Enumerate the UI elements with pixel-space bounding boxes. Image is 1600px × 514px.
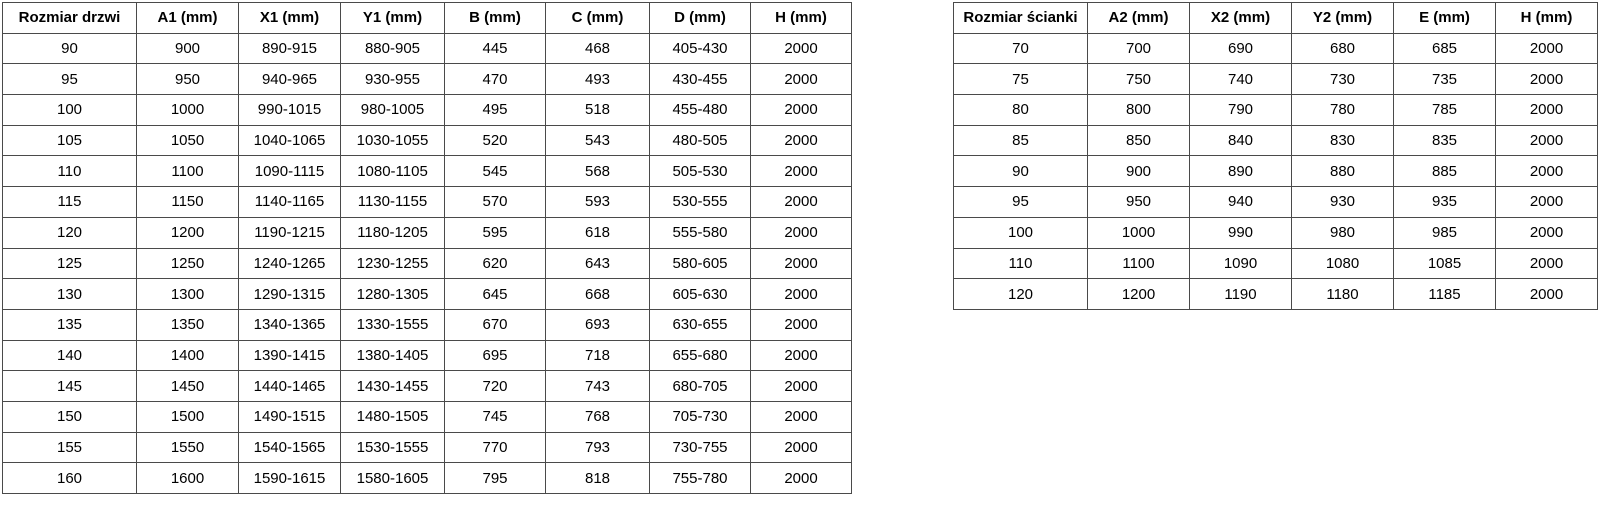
table-cell: 880-905: [341, 33, 445, 64]
table-cell: 718: [546, 340, 650, 371]
table-cell: 1530-1555: [341, 432, 445, 463]
table-cell: 980: [1292, 217, 1394, 248]
table-cell: 90: [3, 33, 137, 64]
table-cell: 1600: [137, 463, 239, 494]
table-cell: 95: [954, 187, 1088, 218]
table-cell: 1500: [137, 401, 239, 432]
table-cell: 900: [137, 33, 239, 64]
table-cell: 985: [1394, 217, 1496, 248]
table-cell: 105: [3, 125, 137, 156]
table-cell: 705-730: [650, 401, 751, 432]
table-cell: 140: [3, 340, 137, 371]
table-cell: 2000: [751, 340, 852, 371]
table-cell: 2000: [1496, 64, 1598, 95]
table-cell: 1100: [1088, 248, 1190, 279]
table-cell: 630-655: [650, 309, 751, 340]
table-cell: 1300: [137, 279, 239, 310]
column-header: D (mm): [650, 3, 751, 34]
table-cell: 2000: [751, 463, 852, 494]
table-cell: 730-755: [650, 432, 751, 463]
table-cell: 545: [445, 156, 546, 187]
header-row: [954, 3, 1598, 34]
table-cell: 2000: [1496, 279, 1598, 310]
table-cell: 1330-1555: [341, 309, 445, 340]
table-cell: 1190: [1190, 279, 1292, 310]
table-cell: 470: [445, 64, 546, 95]
table-row: [3, 64, 852, 95]
table-cell: 2000: [1496, 156, 1598, 187]
table-cell: 1380-1405: [341, 340, 445, 371]
table-cell: 880: [1292, 156, 1394, 187]
table-cell: 1350: [137, 309, 239, 340]
table-cell: 1490-1515: [239, 401, 341, 432]
table-cell: 2000: [751, 125, 852, 156]
table-cell: 100: [3, 95, 137, 126]
table-row: [3, 217, 852, 248]
column-header: X1 (mm): [239, 3, 341, 34]
table-cell: 1540-1565: [239, 432, 341, 463]
table-cell: 595: [445, 217, 546, 248]
table-cell: 150: [3, 401, 137, 432]
table-cell: 1280-1305: [341, 279, 445, 310]
table-cell: 768: [546, 401, 650, 432]
table-cell: 1030-1055: [341, 125, 445, 156]
table-cell: 670: [445, 309, 546, 340]
table-cell: 75: [954, 64, 1088, 95]
table-cell: 890: [1190, 156, 1292, 187]
table-cell: 655-680: [650, 340, 751, 371]
table-cell: 950: [1088, 187, 1190, 218]
table-cell: 1580-1605: [341, 463, 445, 494]
column-header: H (mm): [1496, 3, 1598, 34]
table-cell: 755-780: [650, 463, 751, 494]
table-cell: 2000: [751, 33, 852, 64]
table-row: [3, 33, 852, 64]
table-cell: 155: [3, 432, 137, 463]
table-cell: 1450: [137, 371, 239, 402]
table-cell: 700: [1088, 33, 1190, 64]
table-cell: 685: [1394, 33, 1496, 64]
table-cell: 70: [954, 33, 1088, 64]
table-row: [3, 248, 852, 279]
table-cell: 680-705: [650, 371, 751, 402]
table-cell: 1100: [137, 156, 239, 187]
table-cell: 1180-1205: [341, 217, 445, 248]
table-cell: 110: [3, 156, 137, 187]
table-cell: 990-1015: [239, 95, 341, 126]
table-cell: 1185: [1394, 279, 1496, 310]
table-cell: 1550: [137, 432, 239, 463]
table-row: [3, 125, 852, 156]
table-cell: 1000: [137, 95, 239, 126]
table-cell: 835: [1394, 125, 1496, 156]
table-cell: 520: [445, 125, 546, 156]
table-cell: 830: [1292, 125, 1394, 156]
table-cell: 795: [445, 463, 546, 494]
table-cell: 620: [445, 248, 546, 279]
table-row: [954, 64, 1598, 95]
table-cell: 900: [1088, 156, 1190, 187]
table-cell: 1090: [1190, 248, 1292, 279]
table-cell: 1290-1315: [239, 279, 341, 310]
table-cell: 1240-1265: [239, 248, 341, 279]
table-cell: 1040-1065: [239, 125, 341, 156]
table-cell: 160: [3, 463, 137, 494]
table-row: [954, 279, 1598, 310]
column-header: C (mm): [546, 3, 650, 34]
table-cell: 125: [3, 248, 137, 279]
table-cell: 480-505: [650, 125, 751, 156]
table-cell: 800: [1088, 95, 1190, 126]
table-cell: 730: [1292, 64, 1394, 95]
table-row: [3, 371, 852, 402]
table-cell: 605-630: [650, 279, 751, 310]
table-cell: 1440-1465: [239, 371, 341, 402]
table-cell: 2000: [751, 432, 852, 463]
table-cell: 770: [445, 432, 546, 463]
table-row: [3, 95, 852, 126]
table-cell: 720: [445, 371, 546, 402]
header-row: [3, 3, 852, 34]
table-cell: 1140-1165: [239, 187, 341, 218]
table-cell: 1085: [1394, 248, 1496, 279]
table-cell: 735: [1394, 64, 1496, 95]
table-cell: 468: [546, 33, 650, 64]
table-cell: 885: [1394, 156, 1496, 187]
column-header: A1 (mm): [137, 3, 239, 34]
table-cell: 568: [546, 156, 650, 187]
table-cell: 2000: [751, 279, 852, 310]
table-cell: 1200: [137, 217, 239, 248]
table-cell: 455-480: [650, 95, 751, 126]
table-cell: 2000: [751, 401, 852, 432]
column-header: E (mm): [1394, 3, 1496, 34]
table-cell: 980-1005: [341, 95, 445, 126]
table-cell: 1000: [1088, 217, 1190, 248]
table-row: [954, 95, 1598, 126]
table-cell: 785: [1394, 95, 1496, 126]
table-cell: 95: [3, 64, 137, 95]
column-header: X2 (mm): [1190, 3, 1292, 34]
table-row: [954, 187, 1598, 218]
table-cell: 818: [546, 463, 650, 494]
table-cell: 1250: [137, 248, 239, 279]
table-row: [3, 432, 852, 463]
table-cell: 740: [1190, 64, 1292, 95]
table-cell: 530-555: [650, 187, 751, 218]
column-header: Rozmiar ścianki: [954, 3, 1088, 34]
table-cell: 618: [546, 217, 650, 248]
table-cell: 2000: [751, 217, 852, 248]
table-cell: 743: [546, 371, 650, 402]
column-header: A2 (mm): [1088, 3, 1190, 34]
table-cell: 580-605: [650, 248, 751, 279]
table-cell: 80: [954, 95, 1088, 126]
column-header: H (mm): [751, 3, 852, 34]
column-header: Y1 (mm): [341, 3, 445, 34]
table-cell: 120: [954, 279, 1088, 310]
table-cell: 643: [546, 248, 650, 279]
table-cell: 130: [3, 279, 137, 310]
table-cell: 115: [3, 187, 137, 218]
table-cell: 2000: [751, 156, 852, 187]
table-cell: 793: [546, 432, 650, 463]
table-row: [954, 33, 1598, 64]
table-cell: 518: [546, 95, 650, 126]
wall-size-table: [953, 2, 1598, 310]
table-cell: 1150: [137, 187, 239, 218]
table-cell: 1050: [137, 125, 239, 156]
table-cell: 2000: [751, 371, 852, 402]
table-cell: 1180: [1292, 279, 1394, 310]
table-cell: 145: [3, 371, 137, 402]
table-cell: 135: [3, 309, 137, 340]
table-row: [954, 156, 1598, 187]
door-size-table: [2, 2, 852, 494]
table-cell: 1090-1115: [239, 156, 341, 187]
table-cell: 695: [445, 340, 546, 371]
table-cell: 1430-1455: [341, 371, 445, 402]
table-cell: 2000: [1496, 187, 1598, 218]
table-cell: 1080: [1292, 248, 1394, 279]
table-cell: 1130-1155: [341, 187, 445, 218]
table-cell: 790: [1190, 95, 1292, 126]
table-cell: 2000: [751, 309, 852, 340]
table-cell: 445: [445, 33, 546, 64]
table-cell: 2000: [751, 64, 852, 95]
table-cell: 2000: [751, 187, 852, 218]
table-cell: 1590-1615: [239, 463, 341, 494]
table-cell: 930-955: [341, 64, 445, 95]
table-cell: 850: [1088, 125, 1190, 156]
table-cell: 645: [445, 279, 546, 310]
table-cell: 1200: [1088, 279, 1190, 310]
table-cell: 2000: [751, 95, 852, 126]
table-cell: 85: [954, 125, 1088, 156]
table-cell: 840: [1190, 125, 1292, 156]
table-cell: 1480-1505: [341, 401, 445, 432]
table-row: [3, 340, 852, 371]
table-cell: 505-530: [650, 156, 751, 187]
table-cell: 693: [546, 309, 650, 340]
table-cell: 745: [445, 401, 546, 432]
table-row: [3, 309, 852, 340]
table-row: [3, 463, 852, 494]
table-row: [954, 248, 1598, 279]
column-header: Rozmiar drzwi: [3, 3, 137, 34]
table-cell: 495: [445, 95, 546, 126]
table-cell: 593: [546, 187, 650, 218]
table-cell: 780: [1292, 95, 1394, 126]
table-cell: 890-915: [239, 33, 341, 64]
table-cell: 940: [1190, 187, 1292, 218]
table-cell: 2000: [1496, 95, 1598, 126]
table-cell: 1400: [137, 340, 239, 371]
table-cell: 690: [1190, 33, 1292, 64]
table-cell: 555-580: [650, 217, 751, 248]
table-cell: 680: [1292, 33, 1394, 64]
table-cell: 100: [954, 217, 1088, 248]
table-cell: 543: [546, 125, 650, 156]
table-cell: 2000: [1496, 33, 1598, 64]
column-header: B (mm): [445, 3, 546, 34]
table-cell: 430-455: [650, 64, 751, 95]
table-cell: 1340-1365: [239, 309, 341, 340]
table-cell: 2000: [1496, 248, 1598, 279]
table-cell: 110: [954, 248, 1088, 279]
table-cell: 750: [1088, 64, 1190, 95]
table-cell: 1390-1415: [239, 340, 341, 371]
table-cell: 90: [954, 156, 1088, 187]
table-row: [3, 156, 852, 187]
table-cell: 950: [137, 64, 239, 95]
table-row: [3, 279, 852, 310]
table-cell: 2000: [1496, 125, 1598, 156]
table-cell: 570: [445, 187, 546, 218]
table-row: [3, 401, 852, 432]
table-cell: 935: [1394, 187, 1496, 218]
table-cell: 493: [546, 64, 650, 95]
table-cell: 930: [1292, 187, 1394, 218]
table-cell: 1190-1215: [239, 217, 341, 248]
table-row: [3, 187, 852, 218]
table-cell: 120: [3, 217, 137, 248]
table-cell: 2000: [751, 248, 852, 279]
table-cell: 405-430: [650, 33, 751, 64]
table-row: [954, 125, 1598, 156]
column-header: Y2 (mm): [1292, 3, 1394, 34]
table-cell: 2000: [1496, 217, 1598, 248]
table-cell: 990: [1190, 217, 1292, 248]
table-cell: 940-965: [239, 64, 341, 95]
table-row: [954, 217, 1598, 248]
table-cell: 1080-1105: [341, 156, 445, 187]
table-cell: 668: [546, 279, 650, 310]
table-cell: 1230-1255: [341, 248, 445, 279]
